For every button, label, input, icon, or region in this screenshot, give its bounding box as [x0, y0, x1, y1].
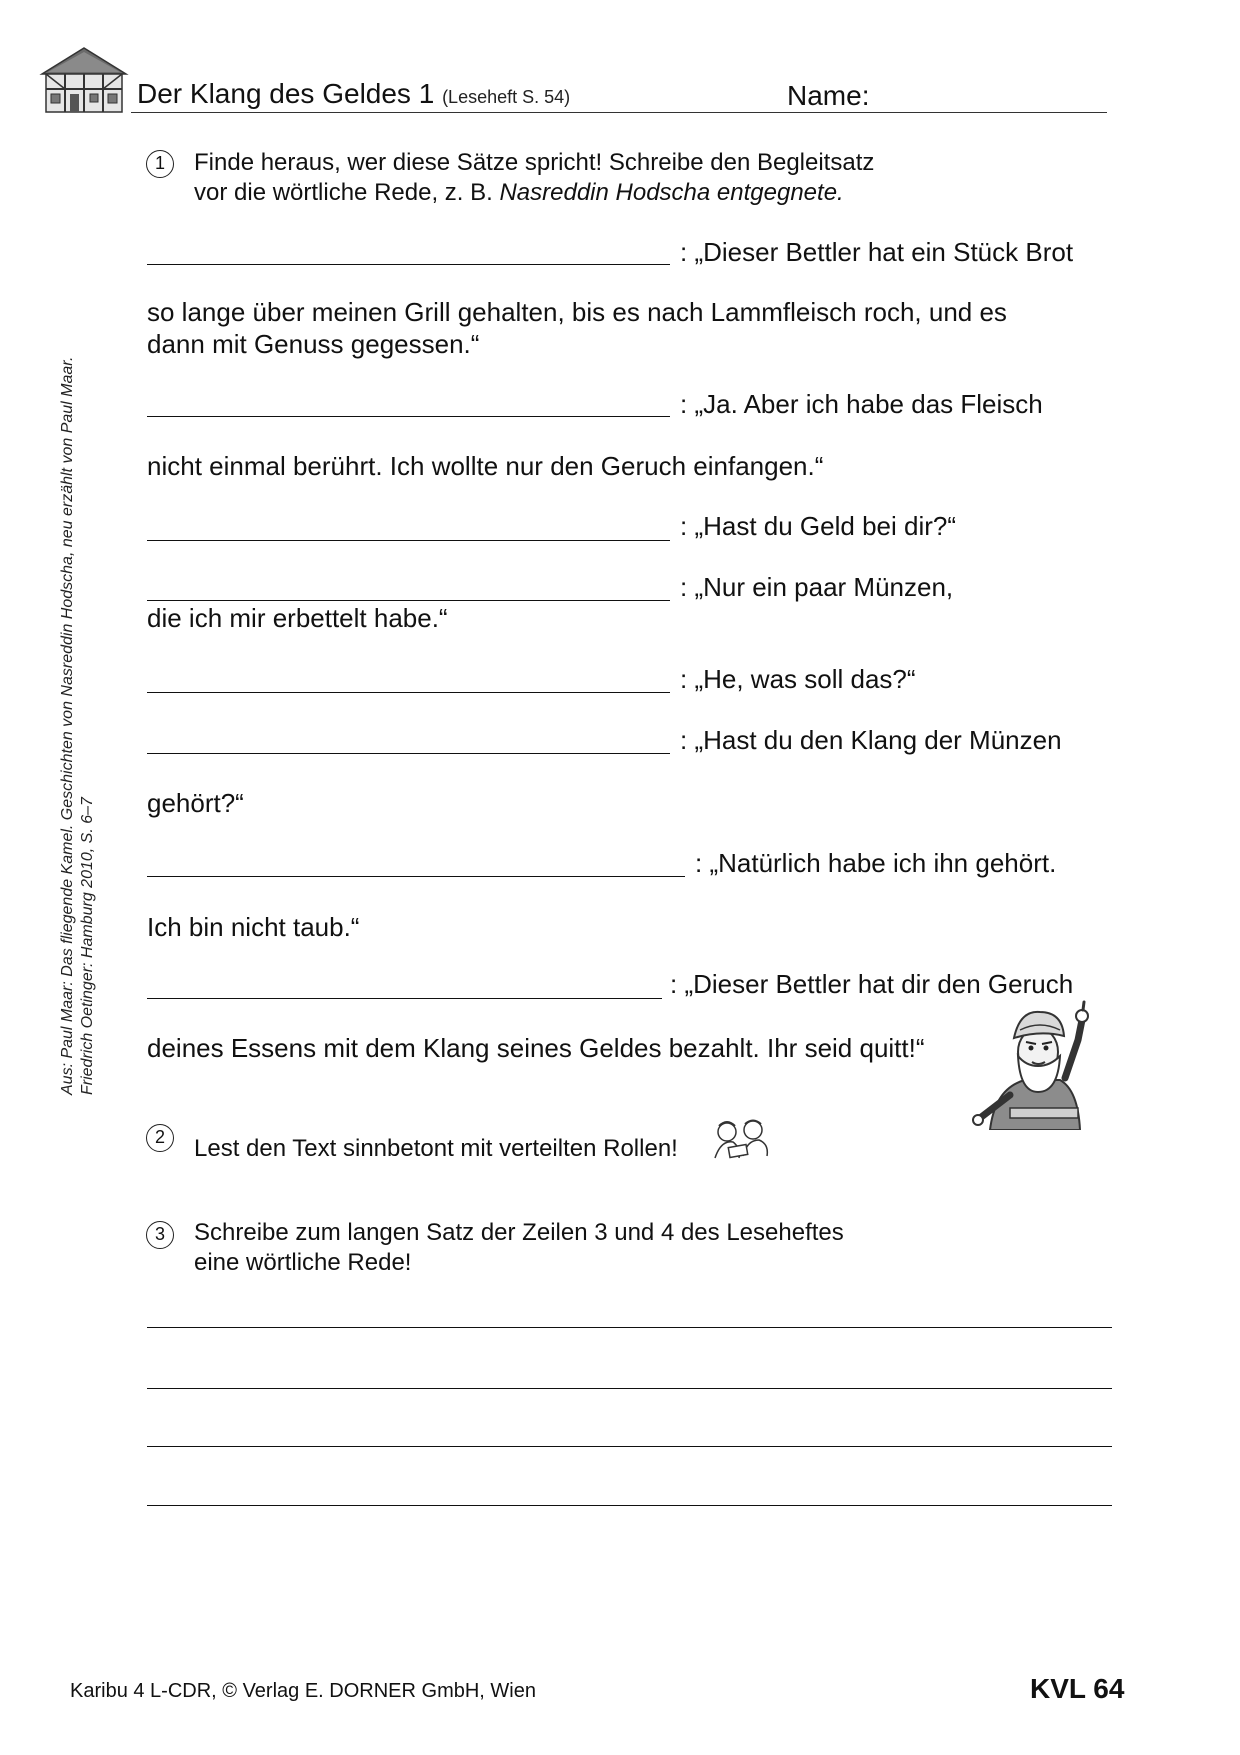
speech-line-3: : „Hast du Geld bei dir?“: [680, 511, 957, 541]
speaker-blank-7[interactable]: [147, 876, 685, 877]
footer-copyright: Karibu 4 L-CDR, © Verlag E. DORNER GmbH, Wien: [70, 1680, 536, 1702]
footer-page-code: KVL 64: [1030, 1673, 1125, 1704]
speaker-blank-3[interactable]: [147, 540, 670, 541]
speech-line-6: : „Hast du den Klang der Münzen: [680, 725, 1062, 755]
task-number-3: 3: [146, 1221, 174, 1249]
writing-line-2[interactable]: [147, 1388, 1112, 1389]
task-number-2: 2: [146, 1124, 174, 1152]
speaker-blank-5[interactable]: [147, 692, 670, 693]
speech-continuation-1: so lange über meinen Grill gehalten, bis es nach Lammfleisch roch, und es dann mit Genuss gegessen.“: [147, 297, 1007, 359]
name-label: Name:: [787, 80, 870, 111]
speech-line-8: : „Dieser Bettler hat dir den Geruch: [670, 969, 1074, 999]
speech-line-5: : „He, was soll das?“: [680, 664, 916, 694]
source-credit: Aus: Paul Maar: Das fliegende Kamel. Geschichten von Nasreddin Hodscha, neu erzählt von Paul Maar. Friedrich Oetinger: Hamburg 2010, S. 6–7: [59, 356, 96, 1095]
task-number-1: 1: [146, 150, 174, 178]
task-3-instruction: Schreibe zum langen Satz der Zeilen 3 und 4 des Leseheftes eine wörtliche Rede!: [194, 1219, 844, 1276]
half-timbered-house-icon: [36, 44, 132, 116]
task-2-instruction: Lest den Text sinnbetont mit verteilten Rollen!: [194, 1135, 678, 1162]
reading-children-icon: [707, 1118, 775, 1162]
speech-continuation-7: Ich bin nicht taub.“: [147, 912, 360, 942]
header-underline: [131, 112, 1107, 113]
nasreddin-hodscha-illustration: [970, 1000, 1105, 1130]
speech-line-4: : „Nur ein paar Münzen,: [680, 572, 954, 602]
speech-continuation-4: die ich mir erbettelt habe.“: [147, 603, 448, 633]
speaker-blank-1[interactable]: [147, 264, 670, 265]
speaker-blank-6[interactable]: [147, 753, 670, 754]
writing-line-4[interactable]: [147, 1505, 1112, 1506]
speech-continuation-8: deines Essens mit dem Klang seines Geldes bezahlt. Ihr seid quitt!“: [147, 1033, 925, 1063]
speech-continuation-2: nicht einmal berührt. Ich wollte nur den Geruch einfangen.“: [147, 451, 824, 481]
speaker-blank-2[interactable]: [147, 416, 670, 417]
speech-line-7: : „Natürlich habe ich ihn gehört.: [695, 848, 1057, 878]
writing-line-1[interactable]: [147, 1327, 1112, 1328]
speech-line-1: : „Dieser Bettler hat ein Stück Brot: [680, 237, 1074, 267]
page-title: Der Klang des Geldes 1 (Leseheft S. 54): [137, 78, 571, 109]
speaker-blank-8[interactable]: [147, 998, 662, 999]
speech-continuation-6: gehört?“: [147, 788, 244, 818]
writing-line-3[interactable]: [147, 1446, 1112, 1447]
speaker-blank-4[interactable]: [147, 600, 670, 601]
task-1-instruction: Finde heraus, wer diese Sätze spricht! Schreibe den Begleitsatz vor die wörtliche Rede, z. B. Nasreddin Hodscha entgegnete.: [194, 149, 875, 206]
speech-line-2: : „Ja. Aber ich habe das Fleisch: [680, 389, 1043, 419]
